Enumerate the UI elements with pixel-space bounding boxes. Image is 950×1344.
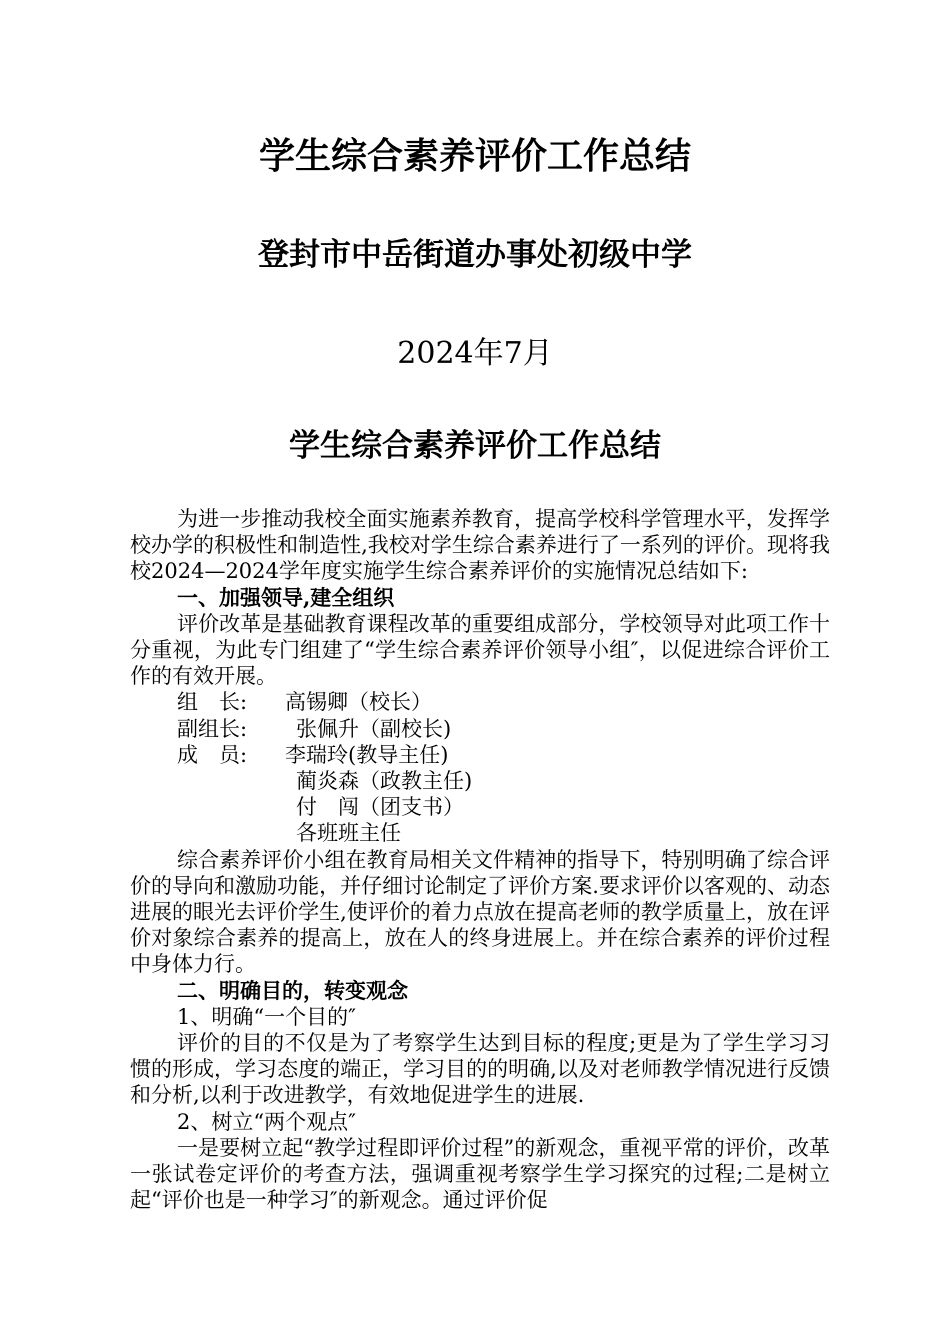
member-name: 各班班主任 bbox=[296, 821, 401, 846]
member-name: 李瑞玲(教导主任) bbox=[285, 742, 449, 767]
member-row bbox=[130, 716, 830, 742]
member-name: 高锡卿（校长） bbox=[285, 690, 432, 715]
document-title: 学生综合素养评价工作总结 bbox=[289, 428, 661, 464]
member-row bbox=[130, 794, 830, 820]
school-name: 登封市中岳街道办事处初级中学 bbox=[258, 237, 692, 273]
section-2-heading: 二、明确目的，转变观念 bbox=[177, 977, 408, 1003]
member-role: 副组长: bbox=[177, 716, 248, 741]
section-1-heading: 一、加强领导,建全组织 bbox=[177, 584, 395, 610]
section-2-subheading-1: 1、明确“一个目的″ bbox=[177, 1004, 356, 1029]
cover-title: 学生综合素养评价工作总结 bbox=[258, 135, 691, 177]
section-1-paragraph-2: 综合素养评价小组在教育局相关文件精神的指导下，特别明确了综合评价的导向和激励功能，并仔细讨论制定了评价方案.要求评价以客观的、动态进展的眼光去评价学生,使评价的着力点放在提高老师的教学质量上，放在评价对象综合素养的提高上，放在人的终身进展上。并在综合素养的评价过程中身体力行。 bbox=[130, 847, 830, 977]
member-role: 组 长: bbox=[177, 690, 248, 715]
intro-paragraph: 为进一步推动我校全面实施素养教育，提高学校科学管理水平，发挥学校办学的积极性和制造性,我校对学生综合素养进行了一系列的评价。现将我校2024—2024学年度实施学生综合素养评价的实施情况总结如下: bbox=[130, 507, 830, 584]
member-role: 成 员: bbox=[177, 742, 248, 767]
member-row bbox=[130, 689, 830, 715]
section-1-paragraph: 评价改革是基础教育课程改革的重要组成部分，学校领导对此项工作十分重视，为此专门组建了“学生综合素养评价领导小组″，以促进综合评价工作的有效开展。 bbox=[130, 611, 830, 689]
section-2-paragraph-1: 评价的目的不仅是为了考察学生达到目标的程度;更是为了学生学习习惯的形成，学习态度的端正，学习目的的明确,以及对老师教学情况进行反馈和分析,以利于改进教学，有效地促进学生的进展. bbox=[130, 1030, 830, 1108]
section-2-paragraph-2: 一是要树立起“教学过程即评价过程”的新观念，重视平常的评价，改革一张试卷定评价的考查方法，强调重视考察学生学习探究的过程;二是树立起“评价也是一种学习″的新观念。通过评价促 bbox=[130, 1135, 830, 1213]
member-row bbox=[130, 768, 830, 794]
member-row bbox=[130, 742, 830, 768]
section-2-subheading-2: 2、树立“两个观点″ bbox=[177, 1109, 356, 1134]
member-row bbox=[130, 820, 830, 846]
member-name: 蔺炎森（政教主任) bbox=[296, 768, 473, 793]
document-body bbox=[130, 506, 830, 1213]
member-name: 付 闯（团支书） bbox=[296, 795, 464, 820]
cover-date: 2024年7月 bbox=[397, 336, 553, 371]
member-name: 张佩升（副校长) bbox=[296, 716, 452, 741]
